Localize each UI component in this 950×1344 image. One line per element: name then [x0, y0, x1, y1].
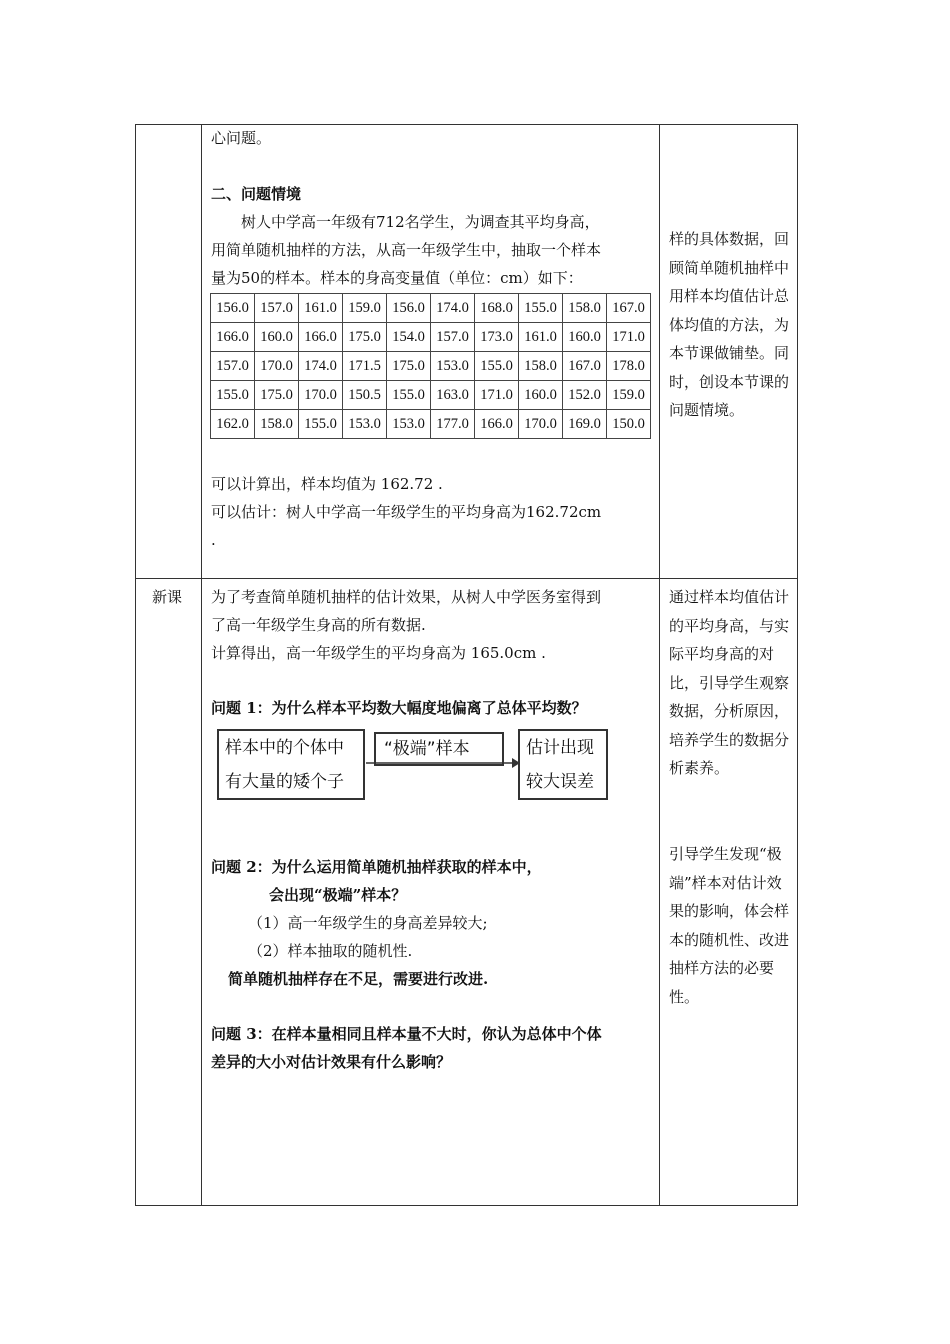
- table-cell: 170.0: [519, 410, 563, 439]
- table-cell: 160.0: [519, 381, 563, 410]
- continued-text: 心问题。: [211, 129, 272, 147]
- table-cell: 155.0: [475, 352, 519, 381]
- table-row: [211, 323, 651, 352]
- question-3-line-2: 差异的大小对估计效果有什么影响？: [211, 1053, 452, 1071]
- height-data-table: [210, 293, 651, 439]
- scenario-line-3: 量为50的样本。样本的身高变量值（单位：cm）如下：: [211, 269, 583, 287]
- table-cell: 155.0: [211, 381, 255, 410]
- table-cell: 171.0: [475, 381, 519, 410]
- table-row: [211, 352, 651, 381]
- table-cell: 157.0: [211, 352, 255, 381]
- table-row: [211, 294, 651, 323]
- table-cell: 170.0: [255, 352, 299, 381]
- table-cell: 157.0: [431, 323, 475, 352]
- table-cell: 150.0: [607, 410, 651, 439]
- top-side-note: 样的具体数据，回顾简单随机抽样中用样本均值估计总体均值的方法，为本节课做铺垫。同时，创设本节课的问题情境。: [669, 230, 790, 419]
- question-1: 问题 1：为什么样本平均数大幅度地偏离了总体平均数？: [211, 699, 587, 717]
- table-cell: 175.0: [255, 381, 299, 410]
- table-cell: 157.0: [255, 294, 299, 323]
- flow-box-cause: [217, 729, 365, 800]
- table-cell: 175.0: [343, 323, 387, 352]
- table-cell: 174.0: [431, 294, 475, 323]
- table-cell: 154.0: [387, 323, 431, 352]
- flow-box-effect-line-2: 较大误差: [526, 772, 594, 792]
- table-border-left: [135, 124, 136, 1206]
- table-cell: 174.0: [299, 352, 343, 381]
- table-cell: 159.0: [343, 294, 387, 323]
- section-heading: 二、问题情境: [211, 185, 302, 203]
- table-column-divider-2: [659, 124, 660, 1206]
- table-cell: 168.0: [475, 294, 519, 323]
- flow-box-cause-line-2: 有大量的矮个子: [225, 772, 344, 792]
- table-cell: 166.0: [299, 323, 343, 352]
- estimate-line: 可以估计：树人中学高一年级学生的平均身高为162.72cm: [211, 503, 602, 521]
- flow-arrow: [366, 756, 520, 770]
- table-cell: 173.0: [475, 323, 519, 352]
- table-cell: 167.0: [563, 352, 607, 381]
- table-cell: 153.0: [343, 410, 387, 439]
- table-cell: 156.0: [387, 294, 431, 323]
- table-cell: 159.0: [607, 381, 651, 410]
- table-cell: 150.5: [343, 381, 387, 410]
- section-label-new-lesson: 新课: [152, 588, 183, 606]
- reason-2: （2）样本抽取的随机性.: [248, 942, 413, 960]
- table-cell: 155.0: [299, 410, 343, 439]
- table-cell: 178.0: [607, 352, 651, 381]
- flow-arrow-label: “极端”样本: [384, 739, 470, 759]
- table-cell: 160.0: [255, 323, 299, 352]
- table-cell: 169.0: [563, 410, 607, 439]
- table-cell: 158.0: [255, 410, 299, 439]
- table-cell: 167.0: [607, 294, 651, 323]
- sample-mean-line: 可以计算出，样本均值为 162.72 .: [211, 475, 443, 493]
- conclusion: 简单随机抽样存在不足，需要进行改进.: [228, 970, 489, 988]
- table-cell: 177.0: [431, 410, 475, 439]
- new-lesson-side-note-1: 通过样本均值估计的平均身高，与实际平均身高的对比，引导学生观察数据，分析原因，培养学生的数据分析素养。: [669, 588, 790, 777]
- table-cell: 161.0: [299, 294, 343, 323]
- question-2-line-2: 会出现“极端”样本？: [269, 886, 407, 904]
- table-cell: 171.5: [343, 352, 387, 381]
- table-row: [211, 381, 651, 410]
- table-column-divider-1: [201, 124, 202, 1206]
- table-cell: 166.0: [211, 323, 255, 352]
- table-cell: 153.0: [387, 410, 431, 439]
- table-cell: 155.0: [519, 294, 563, 323]
- flow-box-effect: [518, 729, 608, 800]
- table-cell: 156.0: [211, 294, 255, 323]
- table-border-right: [797, 124, 798, 1206]
- table-cell: 162.0: [211, 410, 255, 439]
- question-3-line-1: 问题 3：在样本量相同且样本量不大时，你认为总体中个体: [211, 1025, 602, 1043]
- question-2-line-1: 问题 2：为什么运用简单随机抽样获取的样本中，: [211, 858, 542, 876]
- flow-box-cause-line-1: 样本中的个体中: [225, 738, 344, 758]
- table-row: [211, 410, 651, 439]
- table-cell: 153.0: [431, 352, 475, 381]
- table-cell: 155.0: [387, 381, 431, 410]
- table-cell: 152.0: [563, 381, 607, 410]
- table-border-bottom: [135, 1205, 798, 1206]
- intro-line-3: 计算得出，高一年级学生的平均身高为 165.0cm .: [211, 644, 546, 662]
- table-cell: 161.0: [519, 323, 563, 352]
- table-cell: 160.0: [563, 323, 607, 352]
- table-cell: 158.0: [563, 294, 607, 323]
- table-cell: 171.0: [607, 323, 651, 352]
- intro-line-2: 了高一年级学生身高的所有数据.: [211, 616, 426, 634]
- table-row-divider: [135, 578, 798, 579]
- scenario-line-2: 用简单随机抽样的方法，从高一年级学生中，抽取一个样本: [211, 241, 602, 259]
- new-lesson-side-note-2: 引导学生发现“极端”样本对估计效果的影响，体会样本的随机性、改进抽样方法的必要性。: [669, 845, 790, 1006]
- table-cell: 163.0: [431, 381, 475, 410]
- table-cell: 158.0: [519, 352, 563, 381]
- estimate-tail: .: [211, 531, 216, 549]
- flow-box-effect-line-1: 估计出现: [526, 738, 594, 758]
- table-cell: 166.0: [475, 410, 519, 439]
- table-cell: 170.0: [299, 381, 343, 410]
- scenario-line-1: 树人中学高一年级有712名学生，为调查其平均身高，: [241, 213, 600, 231]
- reason-1: （1）高一年级学生的身高差异较大;: [248, 914, 488, 932]
- table-cell: 175.0: [387, 352, 431, 381]
- intro-line-1: 为了考查简单随机抽样的估计效果，从树人中学医务室得到: [211, 588, 602, 606]
